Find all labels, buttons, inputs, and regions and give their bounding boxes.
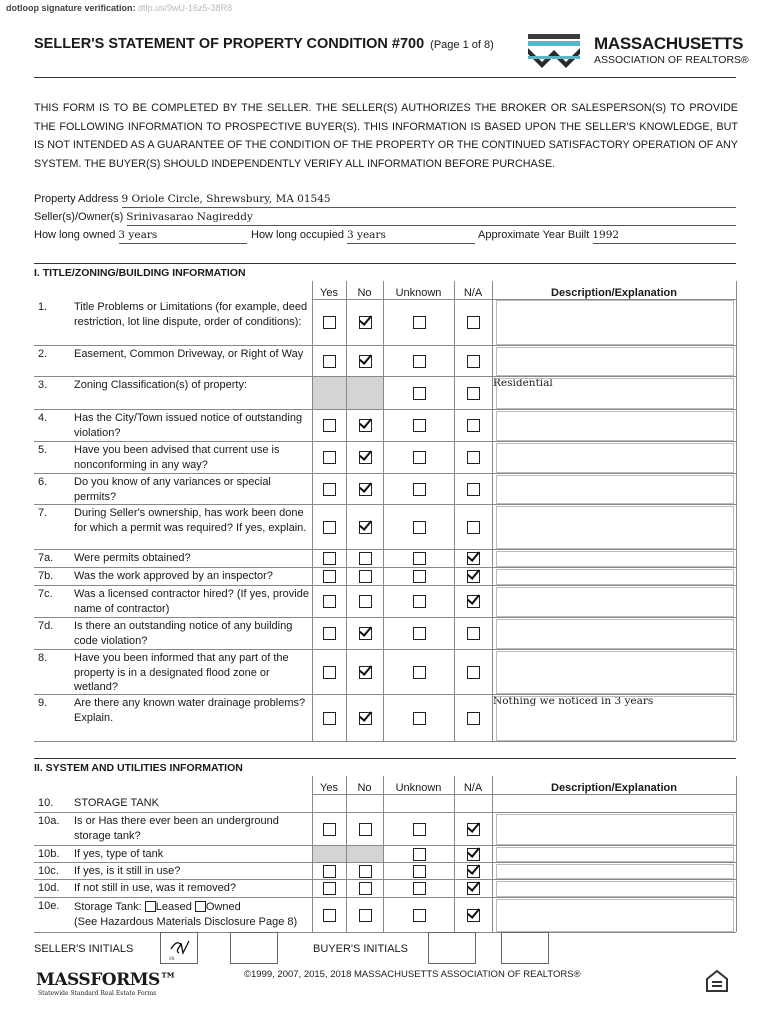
checkbox-no[interactable]: [359, 419, 372, 432]
tank-note: (See Hazardous Materials Disclosure Page 8): [74, 915, 298, 928]
col-unknown-header: Unknown: [395, 287, 442, 299]
checkbox-unknown[interactable]: [413, 712, 426, 725]
buyer-initials-label: BUYER'S INITIALS: [313, 943, 409, 955]
page-indicator: (Page 1 of 8): [430, 39, 494, 51]
checkbox-na[interactable]: [467, 627, 480, 640]
checkbox-no[interactable]: [359, 627, 372, 640]
checkbox-na[interactable]: [467, 419, 480, 432]
checkbox-no[interactable]: [359, 570, 372, 583]
tank-leased-label: Leased: [155, 901, 195, 913]
checkbox-na[interactable]: [467, 848, 480, 861]
row-number: 10c.: [38, 865, 59, 877]
col-divider-5: [736, 281, 737, 741]
row-question: Was the work approved by an inspector?: [74, 570, 273, 582]
owned-value[interactable]: 3 years: [118, 229, 158, 241]
logo-subtitle: ASSOCIATION OF REALTORS®: [594, 54, 749, 66]
address-underline: [122, 207, 736, 208]
dotloop-verification: [6, 3, 232, 13]
checkbox-na[interactable]: [467, 666, 480, 679]
checkbox-yes[interactable]: [323, 823, 336, 836]
description-box: [496, 847, 734, 862]
col-yes-header: Yes: [320, 782, 338, 794]
col-divider-2: [383, 776, 384, 932]
checkbox-yes[interactable]: [323, 627, 336, 640]
checkbox-na[interactable]: [467, 316, 480, 329]
owned-underline: [119, 243, 247, 244]
form-title-text: SELLER'S STATEMENT OF PROPERTY CONDITION #700: [34, 36, 425, 52]
row-number: 7a.: [38, 552, 54, 564]
checkbox-yes[interactable]: [323, 865, 336, 878]
checkbox-yes[interactable]: [323, 666, 336, 679]
header-divider: [34, 77, 736, 78]
checkbox-no[interactable]: [359, 355, 372, 368]
dotloop-label: dotloop signature verification:: [6, 3, 136, 13]
checkbox-na[interactable]: [467, 570, 480, 583]
checkbox-unknown[interactable]: [413, 451, 426, 464]
row-rule: [34, 376, 736, 377]
copyright-text: ©1999, 2007, 2015, 2018 MASSACHUSETTS ASSOCIATION OF REALTORS®: [244, 969, 581, 980]
tank-owned-label: Owned: [205, 901, 241, 913]
row-description[interactable]: Nothing we noticed in 3 years: [493, 695, 654, 707]
checkbox-na[interactable]: [467, 595, 480, 608]
col-divider-0: [312, 281, 313, 741]
shaded-cell: [347, 846, 383, 862]
row-number: 1.: [38, 301, 48, 313]
description-box: [496, 443, 734, 473]
property-address-value[interactable]: 9 Oriole Circle, Shrewsbury, MA 01545: [121, 193, 331, 205]
row-question: Were permits obtained?: [74, 552, 191, 564]
checkbox-yes[interactable]: [323, 595, 336, 608]
row-number: 9.: [38, 697, 48, 709]
shaded-cell: [347, 377, 383, 409]
row-number: 6.: [38, 476, 48, 488]
col-divider-3: [454, 776, 455, 932]
row-number: 8.: [38, 652, 48, 664]
buyer-initials-box-1[interactable]: [428, 932, 476, 964]
col-desc-header: Description/Explanation: [551, 782, 677, 794]
checkbox-no[interactable]: [359, 451, 372, 464]
seller-initials-text: SN: [169, 956, 175, 961]
row-question: Is or Has there ever been an underground storage tank?: [74, 815, 279, 842]
checkbox-unknown[interactable]: [413, 909, 426, 922]
row-number: 10a.: [38, 815, 60, 827]
row-number: 10.: [38, 797, 54, 809]
shaded-cell: [313, 377, 346, 409]
header-rule: [312, 794, 736, 795]
checkbox-yes[interactable]: [323, 552, 336, 565]
checkbox-unknown[interactable]: [413, 627, 426, 640]
section2-title: II. SYSTEM AND UTILITIES INFORMATION: [34, 758, 736, 777]
col-yes-header: Yes: [320, 287, 338, 299]
row-question: If yes, is it still in use?: [74, 865, 181, 877]
tank-label: Storage Tank:: [74, 901, 145, 913]
checkbox-unknown[interactable]: [413, 483, 426, 496]
description-box: [496, 411, 734, 441]
checkbox-unknown[interactable]: [413, 595, 426, 608]
occupied-value[interactable]: 3 years: [347, 229, 386, 241]
row-rule: [34, 741, 736, 742]
row-rule: [34, 345, 736, 346]
row-rule: [34, 409, 736, 410]
checkbox-na[interactable]: [467, 552, 480, 565]
year-built-value[interactable]: 1992: [592, 229, 620, 241]
checkbox-na[interactable]: [467, 712, 480, 725]
row-number: 5.: [38, 444, 48, 456]
row-question: Do you know of any variances or special permits?: [74, 476, 271, 503]
checkbox-no[interactable]: [359, 595, 372, 608]
checkbox-unknown[interactable]: [413, 823, 426, 836]
checkbox-no[interactable]: [359, 823, 372, 836]
description-box: [496, 899, 734, 932]
shaded-cell: [313, 846, 346, 862]
occupied-row: [251, 229, 386, 241]
row-question: If not still in use, was it removed?: [74, 882, 237, 894]
checkbox-unknown[interactable]: [413, 387, 426, 400]
row-rule: [34, 567, 736, 568]
checkbox-na[interactable]: [467, 909, 480, 922]
description-box: [496, 551, 734, 567]
form-title: [34, 36, 494, 52]
checkbox-yes[interactable]: [323, 570, 336, 583]
row-number: 10d.: [38, 882, 60, 894]
checkbox-na[interactable]: [467, 387, 480, 400]
year-built-row: [478, 229, 619, 241]
row-rule: [34, 441, 736, 442]
row-question: Are there any known water drainage problems? Explain.: [74, 697, 306, 724]
checkbox-unknown[interactable]: [413, 419, 426, 432]
row-rule: [34, 504, 736, 505]
checkbox-no[interactable]: [359, 712, 372, 725]
row-rule: [34, 473, 736, 474]
owned-label: How long owned: [34, 229, 116, 241]
row-rule: [34, 812, 736, 813]
year-built-label: Approximate Year Built: [478, 229, 590, 241]
description-box: [496, 651, 734, 694]
checkbox-no[interactable]: [359, 882, 372, 895]
row-rule: [34, 932, 736, 933]
description-box: [496, 378, 734, 409]
section1-title: I. TITLE/ZONING/BUILDING INFORMATION: [34, 263, 736, 282]
row-number: 4.: [38, 412, 48, 424]
checkbox-unknown[interactable]: [413, 666, 426, 679]
seller-initials-box-2[interactable]: [230, 932, 278, 964]
description-box: [496, 881, 734, 897]
row-question: [74, 899, 310, 929]
checkbox-na[interactable]: [467, 451, 480, 464]
owner-underline: [127, 225, 736, 226]
checkbox-unknown[interactable]: [413, 570, 426, 583]
description-box: [496, 864, 734, 879]
checkbox-yes[interactable]: [323, 712, 336, 725]
checkbox-na[interactable]: [467, 882, 480, 895]
col-no-header: No: [357, 782, 372, 794]
col-desc-header: Description/Explanation: [551, 287, 677, 299]
checkbox-yes[interactable]: [323, 419, 336, 432]
tank-owned-checkbox[interactable]: [195, 901, 206, 912]
occupied-label: How long occupied: [251, 229, 344, 241]
checkbox-na[interactable]: [467, 355, 480, 368]
col-na-header: N/A: [463, 287, 483, 299]
checkbox-yes[interactable]: [323, 909, 336, 922]
checkbox-no[interactable]: [359, 552, 372, 565]
description-box: [496, 475, 734, 504]
col-na-header: N/A: [463, 782, 483, 794]
row-rule: [34, 549, 736, 550]
row-rule: [34, 585, 736, 586]
owner-label: Seller(s)/Owner(s): [34, 211, 124, 223]
checkbox-na[interactable]: [467, 865, 480, 878]
row-question: If yes, type of tank: [74, 848, 164, 860]
row-rule: [34, 617, 736, 618]
equal-housing-icon: [706, 970, 728, 992]
checkbox-no[interactable]: [359, 521, 372, 534]
checkbox-yes[interactable]: [323, 316, 336, 329]
property-address-row: [34, 193, 331, 205]
seller-initials-box-1[interactable]: [160, 932, 198, 964]
checkbox-yes[interactable]: [323, 451, 336, 464]
row-question: Have you been advised that current use is nonconforming in any way?: [74, 444, 280, 471]
checkbox-unknown[interactable]: [413, 882, 426, 895]
tank-leased-checkbox[interactable]: [145, 901, 156, 912]
row-number: 10b.: [38, 848, 60, 860]
row-question: During Seller's ownership, has work been done for which a permit was required? If yes, explain.: [74, 507, 307, 534]
checkbox-unknown[interactable]: [413, 552, 426, 565]
col-divider-2: [383, 281, 384, 741]
row-number: 7.: [38, 507, 48, 519]
seller-initials-signature: [161, 933, 197, 963]
col-divider-1: [346, 281, 347, 741]
row-number: 10e.: [38, 900, 60, 912]
description-box: [496, 619, 734, 649]
massforms-subtitle: Statewide Standard Real Estate Forms: [38, 990, 157, 997]
col-divider-4: [492, 281, 493, 741]
row-question: Was a licensed contractor hired? (If yes, provide name of contractor): [74, 588, 309, 615]
checkbox-na[interactable]: [467, 823, 480, 836]
checkbox-yes[interactable]: [323, 355, 336, 368]
year-built-underline: [593, 243, 736, 244]
checkbox-na[interactable]: [467, 483, 480, 496]
description-box: [496, 300, 734, 345]
row-question: Zoning Classification(s) of property:: [74, 379, 248, 391]
row-rule: [34, 879, 736, 880]
col-divider-3: [454, 281, 455, 741]
description-box: [496, 696, 734, 741]
description-box: [496, 569, 734, 585]
row-rule: [34, 862, 736, 863]
description-box: [496, 587, 734, 617]
row-rule: [34, 845, 736, 846]
row-number: 7c.: [38, 588, 53, 600]
checkbox-yes[interactable]: [323, 521, 336, 534]
description-box: [496, 347, 734, 376]
checkbox-na[interactable]: [467, 521, 480, 534]
row-number: 7b.: [38, 570, 54, 582]
row-number: 3.: [38, 379, 48, 391]
row-rule: [34, 897, 736, 898]
col-divider-5: [736, 776, 737, 932]
seller-initials-label: SELLER'S INITIALS: [34, 943, 134, 955]
checkbox-no[interactable]: [359, 316, 372, 329]
description-box: [496, 506, 734, 549]
row-question: STORAGE TANK: [74, 797, 159, 809]
row-question: Is there an outstanding notice of any building code violation?: [74, 620, 293, 647]
col-unknown-header: Unknown: [395, 782, 442, 794]
property-address-label: Property Address: [34, 193, 119, 205]
buyer-initials-box-2[interactable]: [501, 932, 549, 964]
owned-row: [34, 229, 157, 241]
occupied-underline: [347, 243, 475, 244]
checkbox-unknown[interactable]: [413, 355, 426, 368]
row-question: Title Problems or Limitations (for example, deed restriction, lot line dispute, order of conditions):: [74, 301, 308, 328]
row-question: Have you been informed that any part of the property is in a designated flood zone or wetland?: [74, 652, 289, 693]
owner-value[interactable]: Srinivasarao Nagireddy: [126, 211, 253, 223]
description-box: [496, 814, 734, 845]
checkbox-yes[interactable]: [323, 483, 336, 496]
row-question: Has the City/Town issued notice of outstanding violation?: [74, 412, 303, 439]
checkbox-unknown[interactable]: [413, 848, 426, 861]
row-description[interactable]: Residential: [493, 377, 553, 389]
checkbox-no[interactable]: [359, 483, 372, 496]
row-number: 2.: [38, 348, 48, 360]
logo-name: MASSACHUSETTS: [594, 34, 744, 53]
owner-row: [34, 211, 253, 223]
checkbox-yes[interactable]: [323, 882, 336, 895]
row-number: 7d.: [38, 620, 54, 632]
dotloop-link[interactable]: dtlp.us/9wU-16z5-38R8: [138, 3, 233, 13]
row-question: Easement, Common Driveway, or Right of Way: [74, 348, 304, 360]
checkbox-unknown[interactable]: [413, 316, 426, 329]
checkbox-no[interactable]: [359, 909, 372, 922]
col-divider-4: [492, 776, 493, 932]
row-rule: [34, 649, 736, 650]
checkbox-no[interactable]: [359, 865, 372, 878]
massforms-logo: MASSFORMS™: [36, 970, 177, 990]
mar-logo-icon: [528, 32, 584, 70]
checkbox-no[interactable]: [359, 666, 372, 679]
col-no-header: No: [357, 287, 372, 299]
checkbox-unknown[interactable]: [413, 521, 426, 534]
checkbox-unknown[interactable]: [413, 865, 426, 878]
intro-paragraph: THIS FORM IS TO BE COMPLETED BY THE SELLER. THE SELLER(S) AUTHORIZES THE BROKER OR SALESPERSON(S) TO PROVIDE THE FOLLOWING INFORMATION TO PROSPECTIVE BUYER(S). THIS INFORMATION IS BASED UPON THE SELLER'S KNOWLEDGE, BUT IS NOT INTENDED AS A GUARANTEE OF THE CONDITION OF THE PROPERTY OR THE CONTINUED SATISFACTORY OPERATION OF ANY SYSTEM. THE BUYER(S) SHOULD INDEPENDENTLY VERIFY ALL INFORMATION BEFORE PURCHASE.: [34, 102, 738, 170]
